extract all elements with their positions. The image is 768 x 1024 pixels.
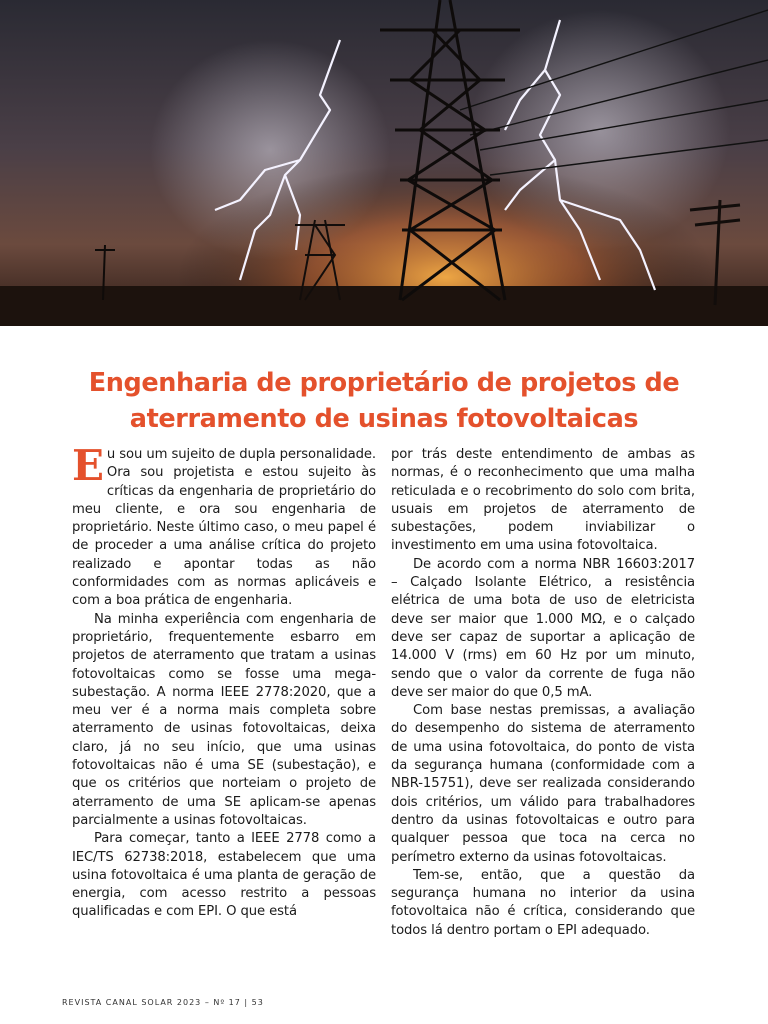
title-line-1: Engenharia de proprietário de projetos de: [88, 368, 680, 399]
paragraph: por trás deste entendimento de ambas as normas, é o reconhecimento que uma malha reticulada e o recobrimento do solo com brita, usuais em projetos de aterramento de subestações, podem inviabilizar o investimento em uma usina fotovoltaica.: [391, 447, 695, 554]
paragraph-text: u sou um sujeito de dupla personalidade. Ora sou projetista e estou sujeito às críticas da engenharia de proprietário do meu cliente, e ora sou engenharia de proprietário. Neste último caso, o meu papel é de proceder a uma análise crítica do projeto realizado e apontar todas as não conformidades com as normas aplicáveis e com a boa prática de engenharia.: [72, 447, 376, 609]
paragraph: Tem-se, então, que a questão da segurança humana no interior da usina fotovoltaica não é crítica, considerando que todos lá dentro portam o EPI adequado.: [391, 867, 695, 938]
left-column: [72, 441, 376, 922]
paragraph: [72, 441, 376, 611]
paragraph: Na minha experiência com engenharia de proprietário, frequentemente esbarro em projetos de aterramento que tratam a usinas fotovoltaicas como se fosse uma mega-subestação. A norma IEEE 2778:2020, que a meu ver é a norma mais completa sobre aterramento de usinas fotovoltaicas, deixa claro, já no seu início, que uma usinas fotovoltaicas não é uma SE (subestação), e que os critérios que norteiam o projeto de aterramento de uma SE aplicam-se apenas parcialmente a usinas fotovoltaicas.: [72, 611, 376, 828]
lightning-tower-illustration: [0, 0, 768, 326]
paragraph: Para começar, tanto a IEEE 2778 como a IEC/TS 62738:2018, estabelecem que uma usina fotovoltaica é uma planta de geração de energia, com acesso restrito a pessoas qualificadas e com EPI. O que está: [72, 831, 376, 920]
page-footer: REVISTA CANAL SOLAR 2023 – Nº 17 | 53: [62, 998, 264, 1007]
drop-cap: E: [72, 441, 104, 490]
paragraph: De acordo com a norma NBR 16603:2017 – Calçado Isolante Elétrico, a resistência elétrica de uma bota de uso de eletricista deve ser maior que 1.000 MΩ, e o calçado deve ser capaz de suportar a aplicação de 14.000 V (rms) em 60 Hz por um minuto, sendo que o valor da corrente de fuga não deve ser maior do que 0,5 mA.: [391, 556, 695, 700]
paragraph: Com base nestas premissas, a avaliação do desempenho do sistema de aterramento de uma usina fotovoltaica, do ponto de vista da segurança humana (conformidade com a NBR-15751), deve ser realizada considerando dois critérios, um válido para trabalhadores dentro da usinas fotovoltaicas e outro para qualquer pessoa que toca na cerca no perímetro externo da usinas fotovoltaicas.: [391, 703, 695, 865]
right-column: [391, 446, 695, 940]
article-title: [40, 365, 728, 437]
hero-photo: [0, 0, 768, 326]
title-line-2: aterramento de usinas fotovoltaicas: [129, 404, 639, 435]
